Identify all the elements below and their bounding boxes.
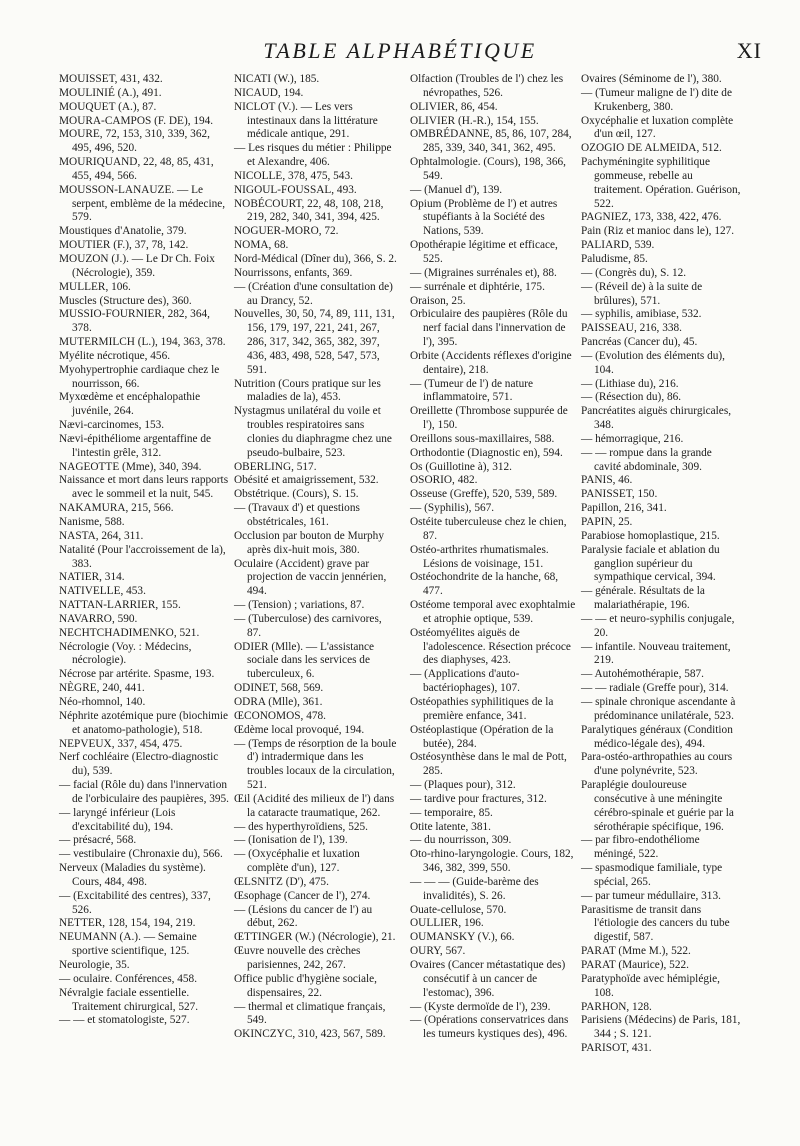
index-entry: — (Opérations conservatrices dans les tumeurs kystiques des), 496. [410,1014,569,1041]
index-entry: MOUZON (J.). — Le Dr Ch. Foix (Nécrologie), 359. [59,252,215,279]
index-entry: Parabiose homoplastique, 215. [581,529,720,542]
index-entry: OUMANSKY (V.), 66. [410,931,515,944]
index-entry: NEUMANN (A.). — Semaine sportive scientifique, 125. [59,931,197,958]
index-entry: Ostéoplastique (Opération de la butée), 284. [410,723,554,750]
index-entry: — (Syphilis), 567. [410,502,495,515]
index-entry: — par fibro-endothéliome méningé, 522. [581,834,700,861]
index-entry: NICAUD, 194. [234,86,304,99]
index-entry: NATTAN-LARRIER, 155. [59,599,181,612]
index-entry: — (Kyste dermoïde de l'), 239. [410,1000,551,1013]
index-entry: Œsophage (Cancer de l'), 274. [234,889,371,902]
index-entry: Nord-Médical (Dîner du), 366, S. 2. [234,252,397,265]
index-entry: Oreillons sous-maxillaires, 588. [410,432,555,445]
index-entry: OSORIO, 482. [410,474,478,487]
index-entry: Ostéome temporal avec exophtalmie et atrophie optique, 539. [410,599,576,625]
index-entry: Pancréas (Cancer du), 45. [581,336,698,349]
index-entry: — surrénale et diphtérie, 175. [410,280,545,293]
index-entry: Nécrologie (Voy. : Médecins, nécrologie). [59,640,192,667]
index-entry: ŒLSNITZ (D'), 475. [234,875,329,888]
index-entry: — hémorragique, 216. [581,432,684,445]
index-column-1 [59,73,229,1028]
index-entry: NIGOUL-FOUSSAL, 493. [234,183,357,196]
index-entry: Ostéite tuberculeuse chez le chien, 87. [410,516,567,542]
index-entry: Paratyphoïde avec hémiplégie, 108. [581,972,720,999]
index-entry: PARAT (Maurice), 522. [581,959,689,971]
index-entry: Nécrose par artérite. Spasme, 193. [59,668,215,681]
index-entry: Névralgie faciale essentielle. Traitement chirurgical, 527. [59,986,199,1013]
index-entry: — (Création d'une consultation de) au Drancy, 52. [234,280,393,307]
index-entry: NÈGRE, 240, 441. [59,682,145,695]
index-entry: Myélite nécrotique, 456. [59,349,171,362]
index-entry: MOUQUET (A.), 87. [59,100,157,113]
index-entry: NATIER, 314. [59,571,125,584]
index-entry: MOURE, 72, 153, 310, 339, 362, 495, 496, 520. [59,128,210,155]
index-entry: NICLOT (V.). — Les vers intestinaux dans la littérature médicale antique, 291. [234,100,378,141]
index-entry: — tardive pour fractures, 312. [410,792,547,805]
index-entry: MOURA-CAMPOS (F. DE), 194. [59,114,214,127]
index-entry: PANIS, 46. [581,474,633,487]
index-entry: PAPIN, 25. [581,516,633,528]
index-entry: — (Tumeur maligne de l') dite de Krukenberg, 380. [581,86,732,113]
index-entry: — — rompue dans la grande cavité abdominale, 309. [581,446,712,473]
index-entry: NOMA, 68. [234,239,289,252]
index-entry: Obésité et amaigrissement, 532. [234,474,379,487]
index-entry: Os (Guillotine à), 312. [410,460,512,473]
index-entry: Nouvelles, 30, 50, 74, 89, 111, 131, 156, 179, 197, 221, 241, 267, 286, 317, 342, 365, 382, 397, 436, 483, 498, 528, 547, 573, 591. [234,308,395,376]
index-entry: — (Tumeur de l') de nature inflammatoire, 571. [410,377,534,404]
index-entry: Occlusion par bouton de Murphy après dix-huit mois, 380. [234,529,384,556]
index-entry: Oto-rhino-laryngologie. Cours, 182, 346, 382, 399, 550. [410,848,574,875]
index-entry: Nystagmus unilatéral du voile et troubles respiratoires sans clonies du diaphragme chez une pseudo-bulbaire, 523. [234,405,392,459]
index-entry: Oreillette (Thrombose suppurée de l'), 150. [410,405,568,432]
index-entry: — (Résection du), 86. [581,391,682,404]
index-entry: Œdème local provoqué, 194. [234,723,365,736]
index-entry: — des hyperthyroïdiens, 525. [234,820,368,833]
index-entry: — infantile. Nouveau traitement, 219. [581,640,731,667]
index-entry: — — et stomatologiste, 527. [59,1014,190,1027]
index-entry: MOUTIER (F.), 37, 78, 142. [59,239,189,252]
index-entry: OZOGIO DE ALMEIDA, 512. [581,142,722,155]
index-entry: MUTERMILCH (L.), 194, 363, 378. [59,336,226,349]
index-entry: — (Lésions du cancer de l') au début, 262. [234,903,373,930]
index-entry: — (Manuel d'), 139. [410,183,503,196]
index-entry: Paralytiques généraux (Condition médico-légale des), 494. [581,723,733,750]
index-entry: NOGUER-MORO, 72. [234,225,339,238]
index-entry: NAGEOTTE (Mme), 340, 394. [59,460,202,473]
index-entry: Muscles (Structure des), 360. [59,294,192,307]
index-entry: Olfaction (Troubles de l') chez les névropathes, 526. [410,73,564,99]
index-entry: Ouate-cellulose, 570. [410,903,507,916]
index-entry: — (Tension) ; variations, 87. [234,599,365,612]
index-entry: NATIVELLE, 453. [59,585,146,598]
index-entry: — présacré, 568. [59,834,137,847]
index-entry: — (Plaques pour), 312. [410,779,516,792]
index-entry: Osseuse (Greffe), 520, 539, 589. [410,488,558,501]
index-entry: — spasmodique familiale, type spécial, 265. [581,862,723,888]
index-entry: OURY, 567. [410,945,466,958]
index-entry: Œil (Acidité des milieux de l') dans la cataracte traumatique, 262. [234,792,395,819]
index-entry: Nanisme, 588. [59,516,125,528]
index-entry: — (Oxycéphalie et luxation complète d'un), 127. [234,848,360,875]
index-entry: Orbite (Accidents réflexes d'origine dentaire), 218. [410,349,572,376]
index-entry: — (Lithiase du), 216. [581,377,679,390]
index-entry: Nerf cochléaire (Electro-diagnostic du), 539. [59,751,219,778]
index-entry: NETTER, 128, 154, 194, 219. [59,917,196,930]
index-entry: Ostéosynthèse dans le mal de Pott, 285. [410,751,567,778]
index-entry: NAVARRO, 590. [59,612,138,625]
index-entry: PAISSEAU, 216, 338. [581,322,682,335]
index-entry: — du nourrisson, 309. [410,834,512,847]
index-entry: NICOLLE, 378, 475, 543. [234,169,353,182]
index-entry: MOUSSON-LANAUZE. — Le serpent, emblème de la médecine, 579. [59,183,226,224]
index-entry: MUSSIO-FOURNIER, 282, 364, 378. [59,308,210,335]
index-entry: — (Temps de résorption de la boule d') intradermique dans les troubles locaux de la circulation, 521. [234,737,397,792]
index-entry: Néphrite azotémique pure (biochimie et anatomo-pathologie), 518. [59,709,229,736]
index-entry: Opothérapie légitime et efficace, 525. [410,239,558,265]
index-entry: — (Migraines surrénales et), 88. [410,266,557,279]
index-entry: ŒTTINGER (W.) (Nécrologie), 21. [234,931,396,944]
index-entry: Pachyméningite syphilitique gommeuse, rebelle au traitement. Opération. Guérison, 522. [581,156,741,210]
index-entry: — (Tuberculose) des carnivores, 87. [234,612,382,639]
index-entry: Nerveux (Maladies du système). Cours, 484, 498. [59,862,206,888]
index-entry: Nourrissons, enfants, 369. [234,266,353,279]
index-entry: OLIVIER, 86, 454. [410,100,498,113]
index-entry: MOUISSET, 431, 432. [59,73,163,85]
index-entry: — oculaire. Conférences, 458. [59,972,198,985]
index-entry: Parisiens (Médecins) de Paris, 181, 344 ; S. 121. [581,1014,741,1041]
index-entry: Myxœdème et encéphalopathie juvénile, 264. [59,391,201,418]
index-entry: Naissance et mort dans leurs rapports avec le sommeil et la nuit, 545. [59,474,229,501]
index-entry: ODINET, 568, 569. [234,682,324,695]
index-entry: Ostéo-arthrites rhumatismales. Lésions de voisinage, 151. [410,543,549,570]
index-entry: — laryngé inférieur (Lois d'excitabilité du), 194. [59,806,176,833]
index-entry: Obstétrique. (Cours), S. 15. [234,488,359,501]
index-entry: Nutrition (Cours pratique sur les maladies de la), 453. [234,377,381,404]
index-entry: Papillon, 216, 341. [581,502,667,515]
index-entry: Natalité (Pour l'accroissement de la), 383. [59,543,226,570]
index-entry: ODIER (Mlle). — L'assistance sociale dans les services de tuberculeux, 6. [234,640,375,681]
index-entry: — Autohémothérapie, 587. [581,668,704,681]
index-entry: Otite latente, 381. [410,820,491,833]
index-entry: Neurologie, 35. [59,959,130,971]
index-entry: PARISOT, 431. [581,1042,652,1055]
index-entry: MOURIQUAND, 22, 48, 85, 431, 455, 494, 566. [59,156,214,182]
index-entry: — vestibulaire (Chronaxie du), 566. [59,848,223,861]
index-entry: — facial (Rôle du) dans l'innervation de l'orbiculaire des paupières, 395. [59,779,229,805]
index-entry: — (Evolution des éléments du), 104. [581,349,726,376]
index-entry: — (Congrès du), S. 12. [581,266,687,279]
index-entry: Office public d'hygiène sociale, dispensaires, 22. [234,972,377,999]
index-entry: PANISSET, 150. [581,488,658,501]
index-entry: Paludisme, 85. [581,252,648,265]
index-entry: — spinale chronique ascendante à prédominance unilatérale, 523. [581,695,736,722]
index-entry: — — radiale (Greffe pour), 314. [581,682,729,695]
index-entry: OBERLING, 517. [234,460,317,473]
index-entry: NICATI (W.), 185. [234,73,320,85]
index-entry: PARHON, 128. [581,1000,652,1013]
index-entry: Ovaires (Séminome de l'), 380. [581,73,722,85]
index-entry: NAKAMURA, 215, 566. [59,502,174,515]
index-entry: Ostéopathies syphilitiques de la première enfance, 341. [410,695,554,722]
index-entry: Ostéomyélites aiguës de l'adolescence. Résection précoce des diaphyses, 423. [410,626,571,667]
index-entry: Ovaires (Cancer métastatique des) consécutif à un cancer de l'estomac), 396. [410,959,566,999]
index-entry: Oraison, 25. [410,294,466,307]
index-entry: PARAT (Mme M.), 522. [581,945,691,958]
index-entry: — — et neuro-syphilis conjugale, 20. [581,612,735,639]
index-entry: Ostéochondrite de la hanche, 68, 477. [410,571,559,598]
index-column-4 [581,73,741,1056]
index-entry: Oculaire (Accident) grave par projection de vaccin jennérien, 494. [234,557,387,598]
index-entry: NOBÉCOURT, 22, 48, 108, 218, 219, 282, 340, 341, 394, 425. [234,197,384,224]
index-entry: NASTA, 264, 311. [59,529,144,542]
index-entry: OLIVIER (H.-R.), 154, 155. [410,114,539,127]
index-entry: PAGNIEZ, 173, 338, 422, 476. [581,211,722,224]
index-entry: Nævi-carcinomes, 153. [59,419,165,432]
page-title: TABLE ALPHABÉTIQUE [263,38,537,63]
page-number: XI [736,38,762,63]
index-entry: Oxycéphalie et luxation complète d'un œil, 127. [581,114,734,141]
index-entry: Para-ostéo-arthropathies au cours d'une polynévrite, 523. [581,751,733,778]
index-column-2 [234,73,398,1042]
index-entry: Paralysie faciale et ablation du ganglion supérieur du sympathique cervical, 394. [581,543,720,584]
index-entry: NECHTCHADIMENKO, 521. [59,626,200,639]
index-entry: — (Applications d'auto-bactériophages), 107. [410,668,520,695]
index-entry: Œuvre nouvelle des crèches parisiennes, 242, 267. [234,945,361,971]
index-entry: PALIARD, 539. [581,239,655,252]
index-entry: ODRA (Mlle), 361. [234,695,323,708]
index-entry: Moustiques d'Anatolie, 379. [59,225,187,238]
index-entry: Nævi-épithéliome argentaffine de l'intestin grêle, 312. [59,432,212,459]
index-entry: Parasitisme de transit dans l'étiologie des cancers du tube digestif, 587. [581,903,730,944]
index-entry: — syphilis, amibiase, 532. [581,308,702,321]
index-entry: Pain (Riz et manioc dans le), 127. [581,225,735,238]
index-entry: Opium (Problème de l') et autres stupéfiants à la Société des Nations, 539. [410,197,558,238]
index-entry: — par tumeur médullaire, 313. [581,889,721,902]
index-entry: NEPVEUX, 337, 454, 475. [59,737,183,750]
index-entry: — générale. Résultats de la malariathérapie, 196. [581,585,705,612]
index-entry: — (Réveil de) à la suite de brûlures), 571. [581,280,703,307]
index-entry: — Les risques du métier : Philippe et Alexandre, 406. [234,142,392,169]
index-entry: Orthodontie (Diagnostic en), 594. [410,446,563,459]
index-entry: — thermal et climatique français, 549. [234,1000,386,1027]
index-entry: OULLIER, 196. [410,917,484,930]
index-entry: — (Ionisation de l'), 139. [234,834,348,847]
index-entry: — (Travaux d') et questions obstétricales, 161. [234,502,360,528]
index-entry: MULLER, 106. [59,280,131,293]
index-column-3 [410,73,578,1042]
index-entry: Pancréatites aiguës chirurgicales, 348. [581,405,732,432]
index-entry: OKINCZYC, 310, 423, 567, 589. [234,1028,386,1041]
index-entry: MOULINIÉ (A.), 491. [59,86,162,99]
index-entry: Paraplégie douloureuse consécutive à une méningite cérébro-spinale et guérie par la sérothérapie spécifique, 196. [581,779,734,833]
index-entry: Orbiculaire des paupières (Rôle du nerf facial dans l'innervation de l'), 395. [410,308,568,349]
page-header [0,38,800,68]
index-entry: Myohypertrophie cardiaque chez le nourrisson, 66. [59,363,220,390]
index-entry: — (Excitabilité des centres), 337, 526. [59,889,211,916]
index-entry: Ophtalmologie. (Cours), 198, 366, 549. [410,156,566,182]
index-entry: Néo-rhomnol, 140. [59,695,146,708]
index-entry: ŒCONOMOS, 478. [234,709,326,722]
index-entry: — temporaire, 85. [410,806,493,819]
index-entry: OMBRÉDANNE, 85, 86, 107, 284, 285, 339, 340, 341, 362, 495. [410,128,572,155]
index-entry: — — — (Guide-barème des invalidités), S. 26. [410,875,539,902]
